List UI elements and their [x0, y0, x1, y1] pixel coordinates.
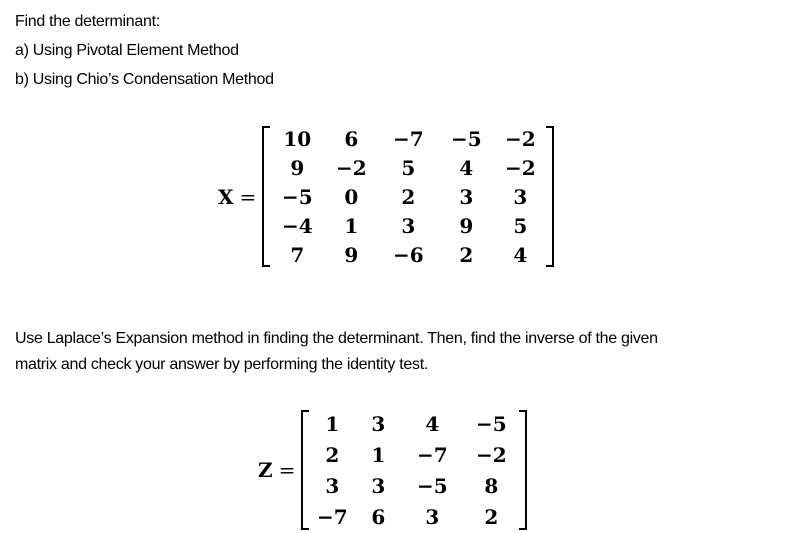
matrix-cell: 3 — [371, 473, 386, 498]
matrix-cell: 0 — [344, 184, 359, 209]
matrix-cell: −7 — [317, 504, 348, 529]
problem-1-line: b) Using Chio’s Condensation Method — [15, 71, 274, 88]
problem-2-instructions — [15, 326, 658, 378]
matrix-x-name: X — [218, 184, 234, 209]
matrix-cell: 6 — [344, 126, 359, 151]
matrix-x-grid — [262, 124, 554, 269]
matrix-cell: −2 — [504, 155, 536, 180]
matrix-cell: 2 — [325, 442, 340, 467]
matrix-cell: 2 — [484, 504, 499, 529]
matrix-cell: 4 — [513, 242, 528, 267]
matrix-cell: 1 — [344, 213, 359, 238]
matrix-cell: −7 — [417, 442, 448, 467]
equals-sign: = — [239, 184, 257, 209]
matrix-cell: −2 — [335, 155, 367, 180]
matrix-cell: −2 — [504, 126, 536, 151]
matrix-cell: −5 — [476, 411, 507, 436]
matrix-cell: 2 — [401, 184, 416, 209]
matrix-cell: 7 — [290, 242, 305, 267]
matrix-cell: 3 — [401, 213, 416, 238]
matrix-cell: −5 — [450, 126, 482, 151]
matrix-cell: 1 — [371, 442, 386, 467]
matrix-cell: 3 — [325, 473, 340, 498]
matrix-cell: 4 — [459, 155, 474, 180]
matrix-cell: 5 — [513, 213, 528, 238]
problem-2-line: matrix and check your answer by performing the identity test. — [15, 356, 429, 373]
matrix-z-equation — [258, 408, 527, 532]
matrix-z-grid — [301, 408, 527, 532]
matrix-cell: 3 — [425, 504, 440, 529]
matrix-cell: 4 — [425, 411, 440, 436]
matrix-cell: −5 — [417, 473, 448, 498]
matrix-cell: 8 — [484, 473, 499, 498]
matrix-cell: 2 — [459, 242, 474, 267]
problem-1-instructions — [15, 7, 274, 94]
matrix-x-label — [218, 185, 256, 209]
matrix-z-brackets — [301, 408, 527, 532]
matrix-cell: 3 — [371, 411, 386, 436]
problem-1-line: a) Using Pivotal Element Method — [15, 42, 239, 59]
matrix-cell: 1 — [325, 411, 340, 436]
matrix-cell: −4 — [281, 213, 313, 238]
matrix-cell: −7 — [392, 126, 424, 151]
matrix-cell: 3 — [513, 184, 528, 209]
matrix-cell: 6 — [371, 504, 386, 529]
matrix-cell: 9 — [344, 242, 359, 267]
matrix-cell: 9 — [290, 155, 305, 180]
matrix-cell: −2 — [476, 442, 507, 467]
matrix-cell: −6 — [392, 242, 424, 267]
matrix-x-brackets — [262, 124, 554, 269]
matrix-cell: −5 — [281, 184, 313, 209]
matrix-z-label — [258, 458, 295, 482]
problem-2-line: Use Laplace’s Expansion method in finding the determinant. Then, find the inverse of the given — [15, 330, 658, 347]
equals-sign: = — [278, 458, 296, 482]
matrix-cell: 5 — [401, 155, 416, 180]
matrix-z-name: Z — [258, 458, 273, 482]
matrix-cell: 9 — [459, 213, 474, 238]
matrix-cell: 3 — [459, 184, 474, 209]
matrix-x-equation — [218, 124, 554, 269]
problem-1-line: Find the determinant: — [15, 13, 160, 30]
matrix-cell: 10 — [283, 126, 312, 151]
